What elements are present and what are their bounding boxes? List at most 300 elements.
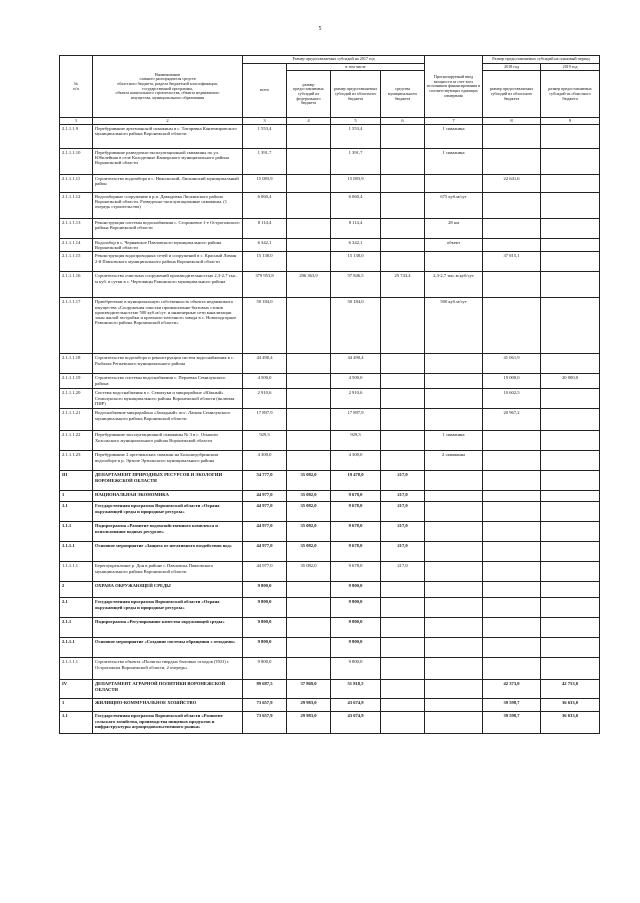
row-capacity: 1 скважина xyxy=(425,431,483,451)
row-capacity: объект xyxy=(425,238,483,252)
row-total: 50 184,0 xyxy=(243,298,287,354)
row-capacity xyxy=(425,502,483,522)
row-code: 2.1.1.1.17 xyxy=(60,298,93,354)
row-2019: 36 633,0 xyxy=(541,712,600,734)
row-capacity xyxy=(425,389,483,409)
row-mun: 217,0 xyxy=(381,562,425,582)
row-obl: 15 138,0 xyxy=(331,252,381,272)
row-capacity xyxy=(425,680,483,699)
header-size-2017: Размер предоставляемых субсидий на 2017 год xyxy=(243,56,425,64)
row-2018 xyxy=(483,298,541,354)
row-obl: 9 800,0 xyxy=(331,618,381,638)
row-name: Реконструкция системы водоснабжения с. Сторожевое 1-е Острогожского района Воронежской области xyxy=(93,218,243,238)
row-2019 xyxy=(541,562,600,582)
row-2018 xyxy=(483,598,541,618)
row-obl: 9 678,0 xyxy=(331,542,381,562)
row-mun xyxy=(381,431,425,451)
row-capacity: 2 скважины xyxy=(425,451,483,471)
row-total: 6 060,4 xyxy=(243,192,287,218)
row-code: 2.1.1.1.12 xyxy=(60,192,93,218)
row-2018: 42 373,0 xyxy=(483,680,541,699)
header-incl: в том числе xyxy=(287,63,425,71)
row-fed xyxy=(287,374,331,389)
table-row xyxy=(60,680,600,699)
row-capacity xyxy=(425,562,483,582)
row-total: 9 800,0 xyxy=(243,638,287,658)
row-code: 2.1.1.1.18 xyxy=(60,354,93,374)
row-fed: 35 082,0 xyxy=(287,522,331,542)
row-fed: 35 082,0 xyxy=(287,562,331,582)
row-2019 xyxy=(541,658,600,680)
row-capacity: 500 куб.м/сут xyxy=(425,298,483,354)
row-code: IV xyxy=(60,680,93,699)
row-fed xyxy=(287,218,331,238)
row-mun: 25 743,4 xyxy=(381,272,425,298)
row-obl: 17 897,9 xyxy=(331,409,381,431)
row-obl: 6 060,4 xyxy=(331,192,381,218)
row-fed: 29 983,0 xyxy=(287,699,331,712)
row-fed xyxy=(287,354,331,374)
row-fed xyxy=(287,124,331,148)
row-mun: 217,0 xyxy=(381,502,425,522)
row-2018 xyxy=(483,542,541,562)
row-name: Основное мероприятие «Создание системы обращения с отходами» xyxy=(93,638,243,658)
row-obl: 50 184,0 xyxy=(331,298,381,354)
row-2019 xyxy=(541,638,600,658)
row-mun xyxy=(381,451,425,471)
row-name: Строительство системы водоснабжения с. Перлевка Семилукского района xyxy=(93,374,243,389)
row-2019: 20 000,0 xyxy=(541,374,600,389)
row-2019 xyxy=(541,124,600,148)
row-total: 4 300,0 xyxy=(243,451,287,471)
row-total: 379 953,8 xyxy=(243,272,287,298)
row-2019 xyxy=(541,298,600,354)
table-body xyxy=(60,124,600,734)
row-name: Реконструкция водопроводных сетей и сооружений в с. Красный Лиман 2-й Павловского муниципального района Воронежской области xyxy=(93,252,243,272)
row-obl: 1 391,7 xyxy=(331,148,381,174)
row-name: Подпрограмма «Развитие водохозяйственного комплекса и использование водных ресурсов» xyxy=(93,522,243,542)
table-row xyxy=(60,389,600,409)
row-name: Строительство водозабора и реконструкция систем водоснабжения в с. Рыбалка Репьевского муниципального района xyxy=(93,354,243,374)
row-mun xyxy=(381,174,425,192)
row-obl: 9 800,0 xyxy=(331,638,381,658)
row-mun xyxy=(381,252,425,272)
row-capacity: 1 скважина xyxy=(425,148,483,174)
row-2018: 10 602,5 xyxy=(483,389,541,409)
row-total: 9 800,0 xyxy=(243,598,287,618)
col-index: 5 xyxy=(331,118,381,124)
table-row xyxy=(60,598,600,618)
row-fed xyxy=(287,582,331,598)
row-fed xyxy=(287,148,331,174)
row-2019 xyxy=(541,471,600,491)
row-fed xyxy=(287,238,331,252)
row-mun xyxy=(381,712,425,734)
row-fed xyxy=(287,431,331,451)
row-name: ДЕПАРТАМЕНТ АГРАРНОЙ ПОЛИТИКИ ВОРОНЕЖСКОЙ ОБЛАСТИ xyxy=(93,680,243,699)
row-fed xyxy=(287,658,331,680)
row-capacity xyxy=(425,409,483,431)
table-row xyxy=(60,658,600,680)
row-total: 44 977,0 xyxy=(243,542,287,562)
row-total: 1 391,7 xyxy=(243,148,287,174)
row-obl: 6 342,1 xyxy=(331,238,381,252)
row-2019 xyxy=(541,389,600,409)
row-code: 1.1.1.1 xyxy=(60,542,93,562)
row-mun xyxy=(381,218,425,238)
row-obl: 9 800,0 xyxy=(331,582,381,598)
row-capacity xyxy=(425,252,483,272)
row-2018 xyxy=(483,491,541,502)
row-fed: 296 363,9 xyxy=(287,272,331,298)
row-name: Строительство водозабора в с. Никольский, Лискинский муниципальный район xyxy=(93,174,243,192)
row-mun xyxy=(381,409,425,431)
row-code: 2.1.1.1 xyxy=(60,638,93,658)
row-2019 xyxy=(541,582,600,598)
row-total: 9 800,0 xyxy=(243,658,287,680)
row-code: 2 xyxy=(60,582,93,598)
row-mun xyxy=(381,638,425,658)
row-capacity xyxy=(425,174,483,192)
row-mun xyxy=(381,354,425,374)
row-code: 1.1 xyxy=(60,502,93,522)
row-mun xyxy=(381,238,425,252)
row-name: Государственная программа Воронежской области «Охрана окружающей среды и природные ресурсы» xyxy=(93,502,243,522)
row-obl: 57 846,5 xyxy=(331,272,381,298)
table-row xyxy=(60,431,600,451)
table-row xyxy=(60,522,600,542)
row-code: III xyxy=(60,471,93,491)
row-2018 xyxy=(483,218,541,238)
row-fed xyxy=(287,252,331,272)
row-2019 xyxy=(541,618,600,638)
row-name: Строительство объекта «Полигон твердых бытовых отходов (ТБО) г. Острогожска Воронежской области, 2 очередь» xyxy=(93,658,243,680)
row-total: 6 342,1 xyxy=(243,238,287,252)
row-mun xyxy=(381,598,425,618)
row-obl: 2 910,6 xyxy=(331,389,381,409)
row-total: 17 897,9 xyxy=(243,409,287,431)
row-fed xyxy=(287,618,331,638)
table-row xyxy=(60,124,600,148)
row-name: Водозабор в с. Чернявское Павловского муниципального района Воронежской области xyxy=(93,238,243,252)
row-2019 xyxy=(541,542,600,562)
header-capacity: Прогнозируемый ввод мощности за счет всех источников финансирования в соответствующих единицах измерения xyxy=(425,56,483,118)
table-row xyxy=(60,192,600,218)
row-total: 9 800,0 xyxy=(243,582,287,598)
table-row xyxy=(60,502,600,522)
row-fed: 35 082,0 xyxy=(287,471,331,491)
table-row xyxy=(60,712,600,734)
row-total: 44 977,0 xyxy=(243,502,287,522)
header-obl-2018: размер предоставляемых субсидий из областного бюджета xyxy=(483,71,541,118)
row-capacity xyxy=(425,699,483,712)
row-obl: 9 678,0 xyxy=(331,522,381,542)
header-2018: 2018 год xyxy=(483,63,541,71)
table-row xyxy=(60,354,600,374)
row-2019 xyxy=(541,409,600,431)
table-row xyxy=(60,272,600,298)
row-name: Строительство очистных сооружений производительностью 2,3-2,7 тыс. м куб. в сутки в с. Чертовицы Рамонского муниципального района xyxy=(93,272,243,298)
row-capacity xyxy=(425,491,483,502)
row-name: Государственная программа Воронежской области «Охрана окружающей среды и природные ресурсы» xyxy=(93,598,243,618)
row-code: 2.1 xyxy=(60,598,93,618)
row-2019: 36 633,0 xyxy=(541,699,600,712)
row-2018 xyxy=(483,562,541,582)
col-index: 4 xyxy=(287,118,331,124)
row-obl: 43 674,9 xyxy=(331,712,381,734)
row-code: 2.1.1.1.16 xyxy=(60,272,93,298)
row-total: 2 910,6 xyxy=(243,389,287,409)
row-code: 2.1.1.1.22 xyxy=(60,431,93,451)
row-2018 xyxy=(483,192,541,218)
row-code: 2.1.1.1.19 xyxy=(60,374,93,389)
row-fed xyxy=(287,174,331,192)
row-2018 xyxy=(483,638,541,658)
row-2019 xyxy=(541,218,600,238)
row-code: 2.1.1.1.15 xyxy=(60,252,93,272)
row-name: ДЕПАРТАМЕНТ ПРИРОДНЫХ РЕСУРСОВ И ЭКОЛОГИИ ВОРОНЕЖСКОЙ ОБЛАСТИ xyxy=(93,471,243,491)
row-2019 xyxy=(541,502,600,522)
row-name: Подпрограмма «Регулирование качества окружающей среды» xyxy=(93,618,243,638)
row-2019: 42 753,0 xyxy=(541,680,600,699)
row-total: 929,3 xyxy=(243,431,287,451)
table-row xyxy=(60,491,600,502)
row-2019 xyxy=(541,252,600,272)
row-fed xyxy=(287,192,331,218)
row-total: 15 083,9 xyxy=(243,174,287,192)
row-2018 xyxy=(483,658,541,680)
row-capacity xyxy=(425,598,483,618)
table-row xyxy=(60,582,600,598)
row-capacity: 28 км xyxy=(425,218,483,238)
row-mun xyxy=(381,699,425,712)
col-index: 2 xyxy=(93,118,243,124)
row-capacity: 675 куб.м/сут xyxy=(425,192,483,218)
col-index: 1 xyxy=(60,118,93,124)
row-name: Государственная программа Воронежской области «Развитие сельского хозяйства, производства пищевых продуктов и инфраструктуры агропродовольственного рынка» xyxy=(93,712,243,734)
table-row xyxy=(60,374,600,389)
table-row xyxy=(60,471,600,491)
row-2018: 20 967,2 xyxy=(483,409,541,431)
row-total: 54 777,0 xyxy=(243,471,287,491)
row-capacity xyxy=(425,582,483,598)
row-fed: 35 082,0 xyxy=(287,491,331,502)
row-code: 2.1.1.1.14 xyxy=(60,238,93,252)
header-2019: 2019 год xyxy=(541,63,600,71)
row-code: 1.1.1.1.1 xyxy=(60,562,93,582)
col-index: 6 xyxy=(381,118,425,124)
row-mun xyxy=(381,192,425,218)
row-fed xyxy=(287,598,331,618)
row-name: Перебуривание разведочно-эксплуатационной скважины по ул. Юбилейная в селе Колодезные Каширского муниципального района Воронежской области xyxy=(93,148,243,174)
row-total: 15 138,0 xyxy=(243,252,287,272)
row-obl: 4 300,0 xyxy=(331,451,381,471)
table-row xyxy=(60,148,600,174)
row-code: 2.1.1.1.20 xyxy=(60,389,93,409)
table-row xyxy=(60,218,600,238)
page-number: 5 xyxy=(318,26,322,32)
row-2018: 19 000,0 xyxy=(483,374,541,389)
row-2019 xyxy=(541,148,600,174)
row-fed xyxy=(287,451,331,471)
row-total: 44 977,0 xyxy=(243,491,287,502)
row-mun: 217,0 xyxy=(381,522,425,542)
row-name: Система водоснабжения в с. Семилуки и микрорайоне «Южный» Семилукского муниципального района Воронежской области (включая ПИР) xyxy=(93,389,243,409)
header-fed: размер предоставляемых субсидий из федерального бюджета xyxy=(287,71,331,118)
row-capacity: 2,3-2,7 тыс.м.куб/сут xyxy=(425,272,483,298)
row-2018: 37 815,1 xyxy=(483,252,541,272)
row-name: Перебуривание 2 артезианских скважин на Большедобринском водозаборе в р. Эртиле Эртильского муниципального района xyxy=(93,451,243,471)
row-fed xyxy=(287,389,331,409)
row-2018 xyxy=(483,582,541,598)
row-obl: 929,3 xyxy=(331,431,381,451)
row-capacity xyxy=(425,658,483,680)
row-total: 44 977,0 xyxy=(243,562,287,582)
row-fed xyxy=(287,638,331,658)
table-row xyxy=(60,638,600,658)
row-fed: 35 082,0 xyxy=(287,502,331,522)
row-code: 2.1.1.1.23 xyxy=(60,451,93,471)
row-capacity xyxy=(425,712,483,734)
row-mun xyxy=(381,618,425,638)
table-row xyxy=(60,252,600,272)
row-obl: 44 490,4 xyxy=(331,354,381,374)
row-code: 2.1.1 xyxy=(60,618,93,638)
table-row xyxy=(60,562,600,582)
row-total: 1 553,4 xyxy=(243,124,287,148)
row-capacity: 1 скважина xyxy=(425,124,483,148)
row-name: НАЦИОНАЛЬНАЯ ЭКОНОМИКА xyxy=(93,491,243,502)
row-capacity xyxy=(425,638,483,658)
row-total: 4 500,0 xyxy=(243,374,287,389)
row-total: 9 800,0 xyxy=(243,618,287,638)
row-obl: 9 678,0 xyxy=(331,502,381,522)
row-2018: 41 061,9 xyxy=(483,354,541,374)
row-obl: 4 500,0 xyxy=(331,374,381,389)
row-obl: 9 678,0 xyxy=(331,491,381,502)
row-total: 44 490,4 xyxy=(243,354,287,374)
row-obl: 15 083,9 xyxy=(331,174,381,192)
header-num: № п/п xyxy=(60,56,93,118)
row-mun xyxy=(381,124,425,148)
row-code: 2.1.1.1.1 xyxy=(60,658,93,680)
row-2018: 22 641,6 xyxy=(483,174,541,192)
row-capacity xyxy=(425,354,483,374)
row-2018 xyxy=(483,272,541,298)
row-fed xyxy=(287,298,331,354)
row-total: 89 687,5 xyxy=(243,680,287,699)
table-row xyxy=(60,618,600,638)
header-obl-2019: размер предоставляемых субсидий из областного бюджета xyxy=(541,71,600,118)
row-name: Основное мероприятие «Защита от негативного воздействия вод» xyxy=(93,542,243,562)
table-row xyxy=(60,699,600,712)
row-obl: 1 553,4 xyxy=(331,124,381,148)
row-2019 xyxy=(541,238,600,252)
row-mun xyxy=(381,680,425,699)
row-name: Приобретение в муниципальную собственность объекта недвижимого имущества «Сооружения очистки промышленно-бытовых стоков производительностью 500 куб.м/сут. и инженерные сети канализации зоны жилой застройки и крахмало-паточного завода в с. Новоподгорное Рамонского района Воронежской области» xyxy=(93,298,243,354)
row-total: 44 977,0 xyxy=(243,522,287,542)
row-mun xyxy=(381,148,425,174)
row-2019 xyxy=(541,354,600,374)
row-name: Водозаборные сооружения в р.п. Давыдовка Лискинского района Воронежской области. Разведочно-эксплуатационные скважины. (1 очередь строительства) xyxy=(93,192,243,218)
row-obl: 43 674,9 xyxy=(331,699,381,712)
row-code: 2.1.1.1.21 xyxy=(60,409,93,431)
row-2018 xyxy=(483,618,541,638)
row-2019 xyxy=(541,431,600,451)
table-row xyxy=(60,298,600,354)
row-fed: 37 869,0 xyxy=(287,680,331,699)
row-name: Берегоукрепление р. Дон в районе г. Павловска Павловского муниципального района Воронежской области xyxy=(93,562,243,582)
row-mun: 217,0 xyxy=(381,542,425,562)
row-obl: 9 800,0 xyxy=(331,658,381,680)
row-capacity xyxy=(425,542,483,562)
row-total: 73 657,9 xyxy=(243,699,287,712)
row-2019 xyxy=(541,451,600,471)
row-2018 xyxy=(483,124,541,148)
row-obl: 19 478,0 xyxy=(331,471,381,491)
row-fed xyxy=(287,409,331,431)
row-code: 2.1.1.1.9 xyxy=(60,124,93,148)
subsidy-table xyxy=(59,55,600,734)
row-mun xyxy=(381,298,425,354)
row-mun xyxy=(381,582,425,598)
row-2018 xyxy=(483,148,541,174)
row-2019 xyxy=(541,598,600,618)
row-2018 xyxy=(483,502,541,522)
row-code: 1 xyxy=(60,699,93,712)
row-2018 xyxy=(483,522,541,542)
header-total: всего xyxy=(243,63,287,118)
row-code: 1 xyxy=(60,491,93,502)
row-mun: 217,0 xyxy=(381,491,425,502)
table-row xyxy=(60,409,600,431)
col-index: 8 xyxy=(483,118,541,124)
table-row xyxy=(60,451,600,471)
row-capacity xyxy=(425,522,483,542)
row-capacity xyxy=(425,374,483,389)
row-name: Водоснабжение микрорайона «Западный» пос. Латная Семилукского муниципального района Воронежской области xyxy=(93,409,243,431)
row-mun xyxy=(381,374,425,389)
row-code: 1.1.1 xyxy=(60,522,93,542)
header-name: Наименование главного распорядителя средств областного бюджета, раздела бюджетной классификации, государственной программы, объекта капитального строительства, объекта недвижимого имущества, муниципального образования xyxy=(93,56,243,118)
row-capacity xyxy=(425,471,483,491)
col-index: 9 xyxy=(541,118,600,124)
row-obl: 51 818,5 xyxy=(331,680,381,699)
row-capacity xyxy=(425,618,483,638)
row-mun xyxy=(381,658,425,680)
row-2018 xyxy=(483,238,541,252)
table-row xyxy=(60,238,600,252)
row-mun xyxy=(381,389,425,409)
table-row xyxy=(60,174,600,192)
row-name: Перебуривание эксплуатационной скважины № 3 в с. Осыково Хохольского муниципального района Воронежской области xyxy=(93,431,243,451)
row-name: Перебуривание артезианской скважины в с. Титаревка Кантемировского муниципального района Воронежской области xyxy=(93,124,243,148)
row-2019 xyxy=(541,174,600,192)
row-mun: 217,0 xyxy=(381,471,425,491)
row-2019 xyxy=(541,522,600,542)
header-mun: средства муниципального бюджета xyxy=(381,71,425,118)
row-name: ОХРАНА ОКРУЖАЮЩЕЙ СРЕДЫ xyxy=(93,582,243,598)
row-code: 2.1.1.1.11 xyxy=(60,174,93,192)
row-code: 1.1 xyxy=(60,712,93,734)
col-index: 3 xyxy=(243,118,287,124)
row-obl: 9 678,0 xyxy=(331,562,381,582)
header-plan: Размер предоставляемых субсидий на плановый период xyxy=(483,56,600,64)
row-2019 xyxy=(541,272,600,298)
row-fed: 35 082,0 xyxy=(287,542,331,562)
header-obl: размер предоставляемых субсидий из областного бюджета xyxy=(331,71,381,118)
row-name: ЖИЛИЩНО-КОММУНАЛЬНОЕ ХОЗЯЙСТВО xyxy=(93,699,243,712)
